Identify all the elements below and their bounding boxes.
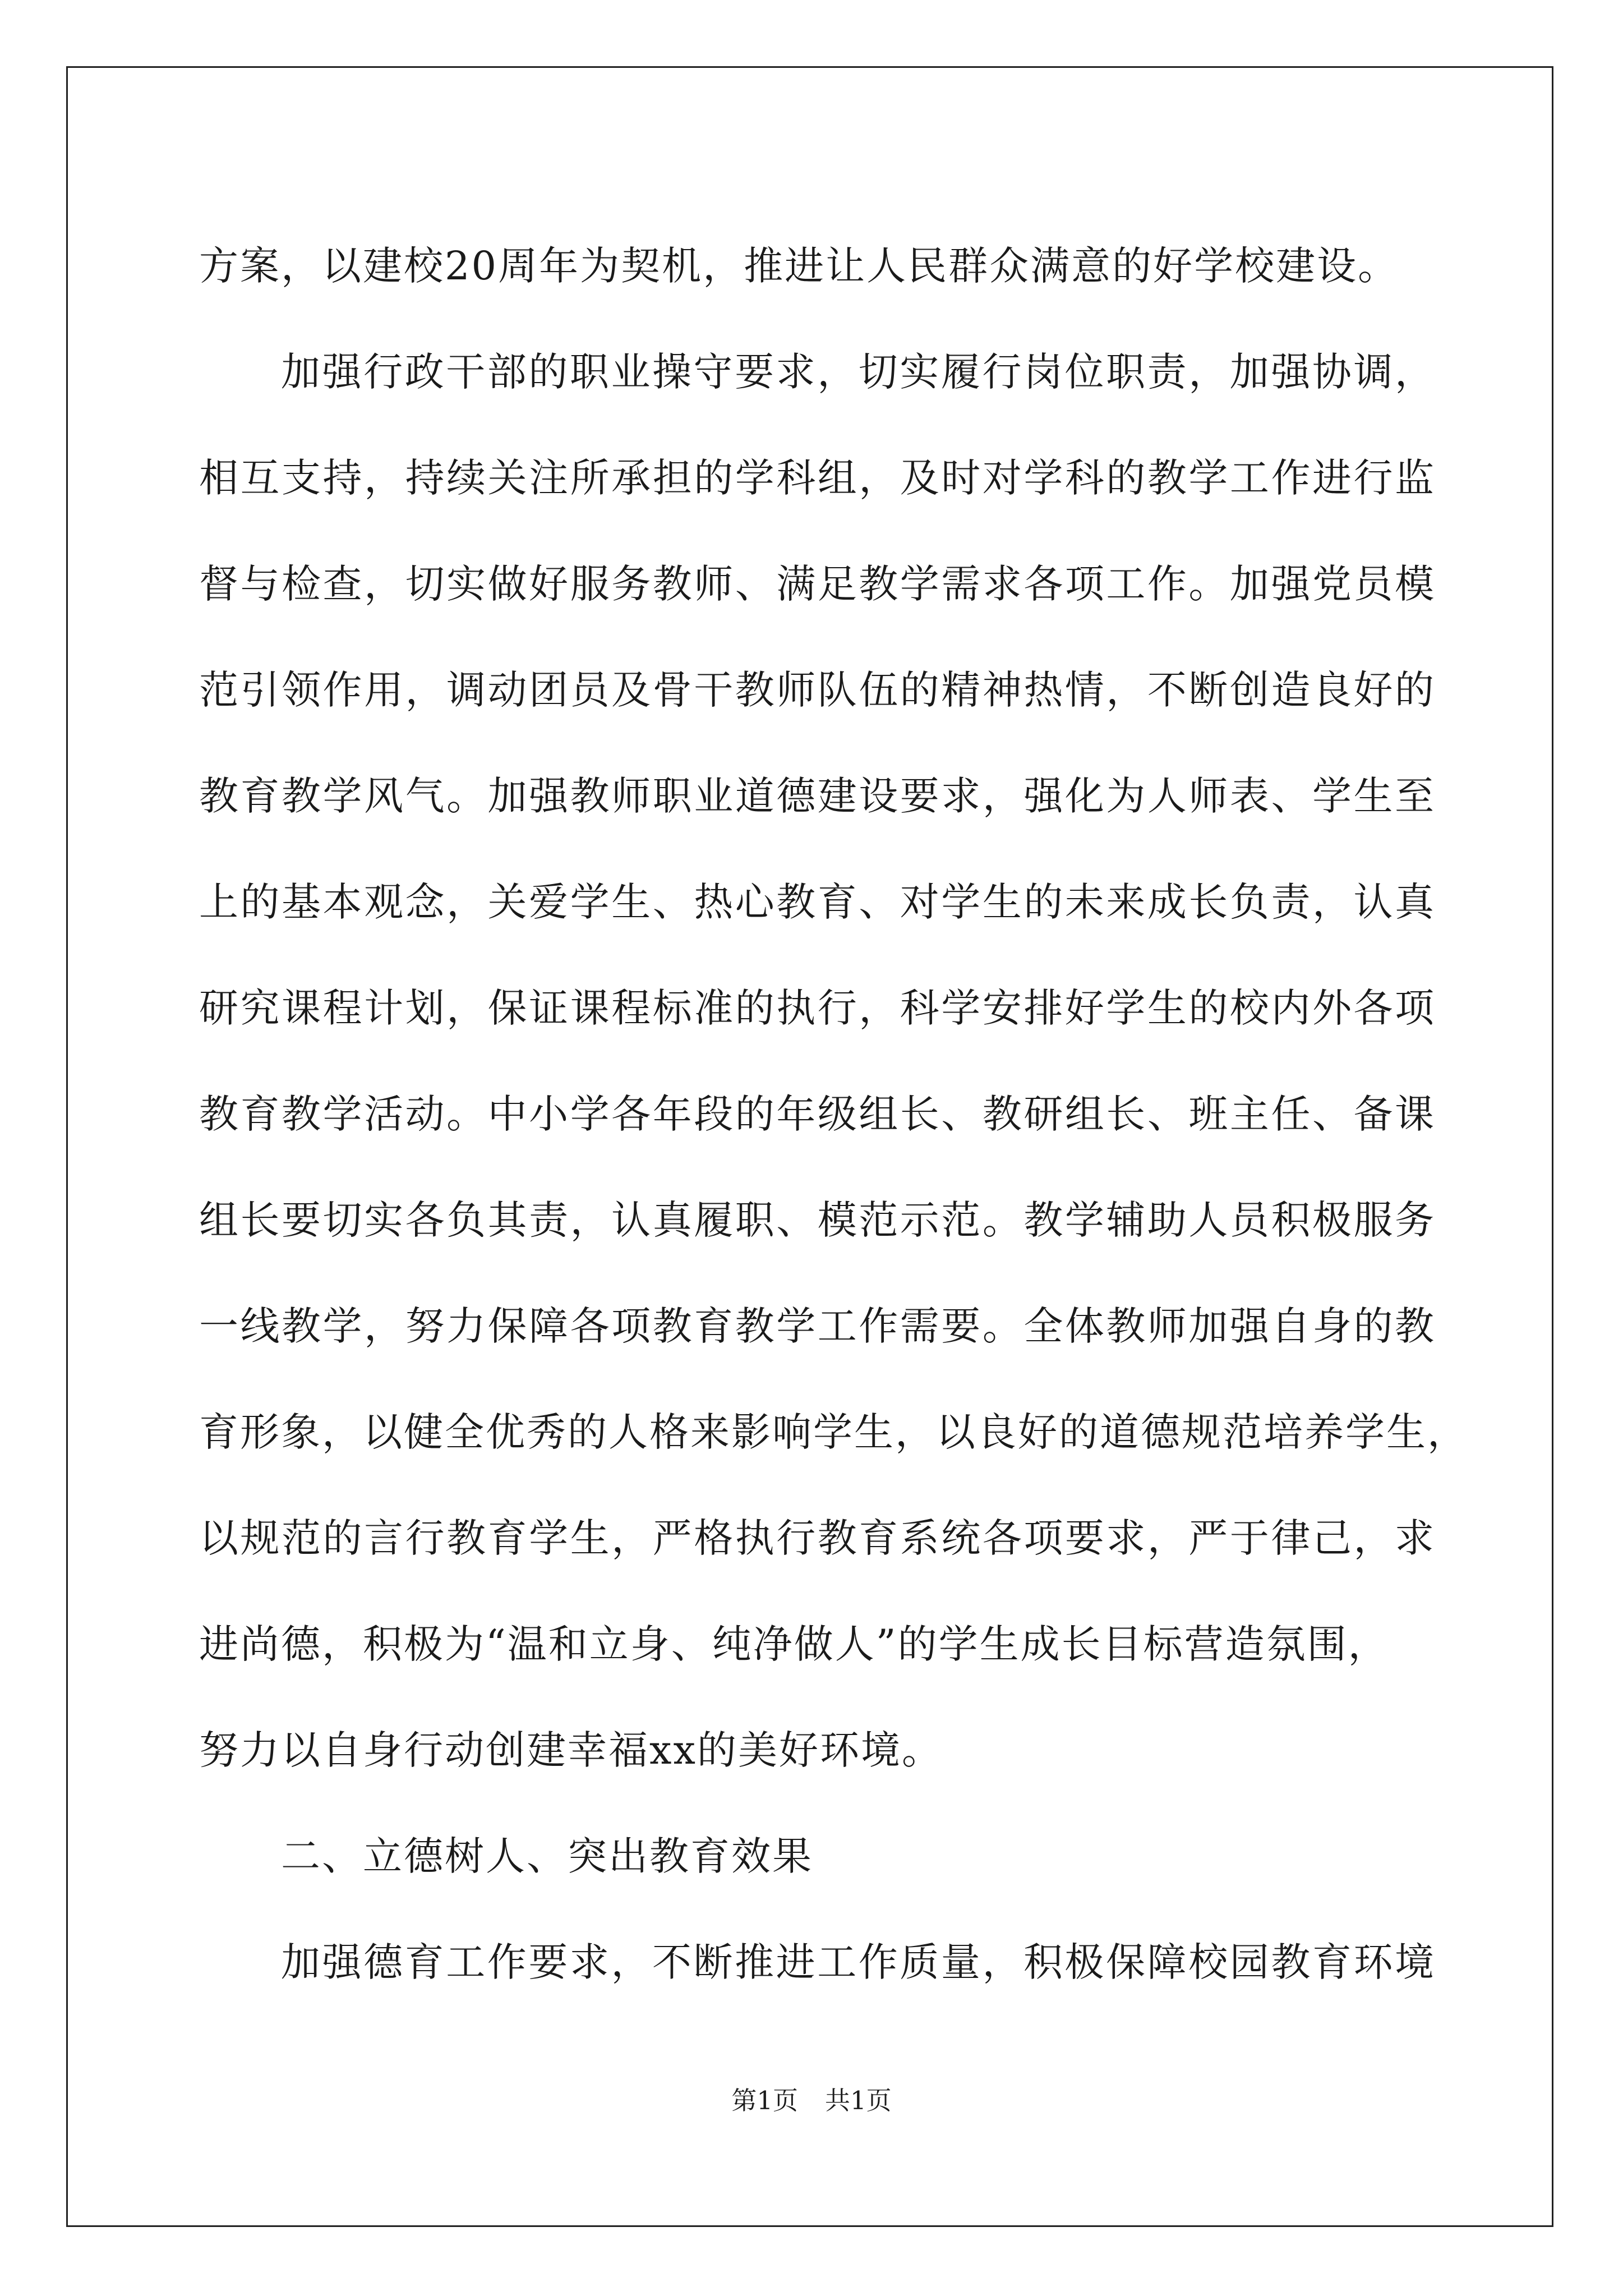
page-number: 第1页 xyxy=(731,2086,798,2115)
text-line: 一线教学，努力保障各项教育教学工作需要。全体教师加强自身的教 xyxy=(199,1303,1436,1349)
document-body xyxy=(199,213,1468,2016)
text-line: 加强德育工作要求，不断推进工作质量，积极保障校园教育环境 xyxy=(281,1939,1436,1985)
text-line: 方案，以建校20周年为契机，推进让人民群众满意的好学校建设。 xyxy=(199,243,1399,289)
text-line: 教育教学活动。中小学各年段的年级组长、教研组长、班主任、备课 xyxy=(199,1091,1436,1137)
text-line: 加强行政干部的职业操守要求，切实履行岗位职责，加强协调， xyxy=(281,349,1436,395)
text-line: 范引领作用，调动团员及骨干教师队伍的精神热情，不断创造良好的 xyxy=(199,667,1436,713)
page-footer xyxy=(0,2080,1623,2116)
text-line: 育形象，以健全优秀的人格来影响学生，以良好的道德规范培养学生， xyxy=(199,1409,1468,1455)
text-line: 督与检查，切实做好服务教师、满足教学需求各项工作。加强党员模 xyxy=(199,561,1436,607)
text-line: 进尚德，积极为“温和立身、纯净做人”的学生成长目标营造氛围， xyxy=(199,1621,1389,1667)
text-line: 以规范的言行教育学生，严格执行教育系统各项要求，严于律己，求 xyxy=(199,1515,1436,1561)
text-line: 上的基本观念，关爱学生、热心教育、对学生的未来成长负责，认真 xyxy=(199,879,1436,925)
page-total: 共1页 xyxy=(825,2086,892,2115)
section-heading: 二、立德树人、突出教育效果 xyxy=(281,1833,813,1879)
text-line: 组长要切实各负其责，认真履职、模范示范。教学辅助人员积极服务 xyxy=(199,1197,1436,1243)
text-line: 教育教学风气。加强教师职业道德建设要求，强化为人师表、学生至 xyxy=(199,773,1436,819)
text-line: 相互支持，持续关注所承担的学科组，及时对学科的教学工作进行监 xyxy=(199,455,1436,501)
text-line: 研究课程计划，保证课程标准的执行，科学安排好学生的校内外各项 xyxy=(199,985,1436,1031)
text-line: 努力以自身行动创建幸福xx的美好环境。 xyxy=(199,1727,943,1773)
